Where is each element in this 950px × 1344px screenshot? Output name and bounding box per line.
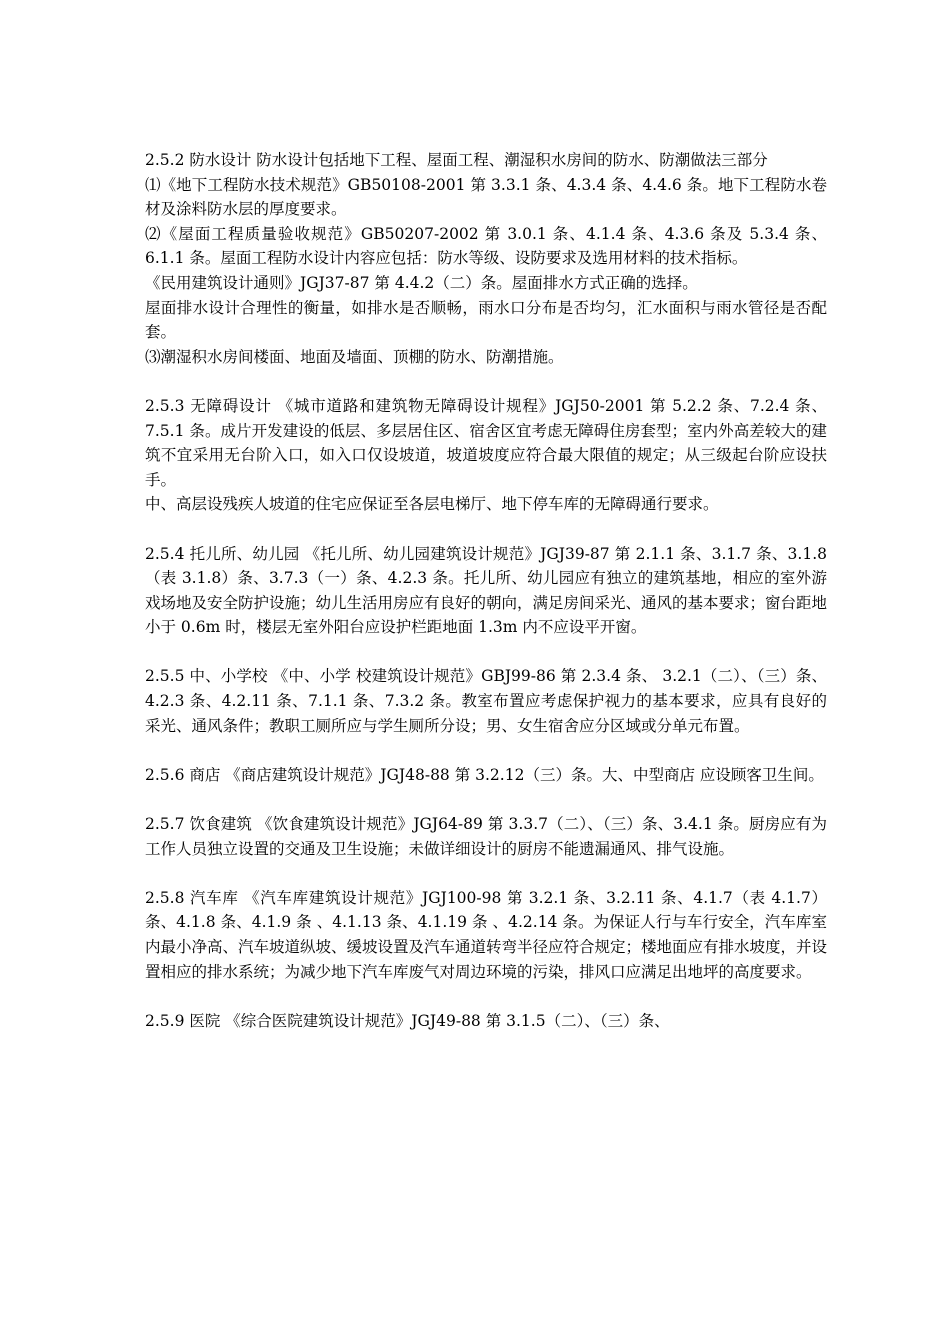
paragraph-gap: [145, 787, 827, 812]
section-2-5-2-item-3: ⑶潮湿积水房间楼面、地面及墙面、顶棚的防水、防潮措施。: [145, 347, 564, 366]
paragraph-gap: [145, 640, 827, 665]
section-2-5-2-note-1: 《民用建筑设计通则》JGJ37-87 第 4.4.2（二）条。屋面排水方式正确的选择。: [145, 273, 698, 292]
paragraph-gap: [145, 861, 827, 886]
paragraph-gap: [145, 738, 827, 763]
document-body: [145, 148, 827, 1033]
section-2-5-2-item-1: ⑴《地下工程防水技术规范》GB50108-2001 第 3.3.1 条、4.3.4 条、4.4.6 条。地下工程防水卷材及涂料防水层的厚度要求。: [145, 175, 827, 219]
section-2-5-2-item-2: ⑵《屋面工程质量验收规范》GB50207-2002 第 3.0.1 条、4.1.4 条、4.3.6 条及 5.3.4 条、6.1.1 条。屋面工程防水设计内容应包括：防水等级、设防要求及选用材料的技术指标。: [145, 224, 827, 268]
section-2-5-2-heading-paragraph: 2.5.2 防水设计 防水设计包括地下工程、屋面工程、潮湿积水房间的防水、防潮做法三部分: [145, 151, 768, 169]
section-2-5-2-note-2: 屋面排水设计合理性的衡量，如排水是否顺畅，雨水口分布是否均匀，汇水面积与雨水管径是否配套。: [145, 298, 827, 342]
section-2-5-4-paragraph: 2.5.4 托儿所、幼儿园 《托儿所、幼儿园建筑设计规范》JGJ39-87 第 2.1.1 条、3.1.7 条、3.1.8（表 3.1.8）条、3.7.3（一）条、4.2.3 条。托儿所、幼儿园应有独立的建筑基地，相应的室外游戏场地及安全防护设施；幼儿生活用房应有良好的朝向，满足房间采光、通风的基本要求；窗台距地小于 0.6m 时，楼层无室外阳台应设护栏距地面 1.3m 内不应设平开窗。: [145, 544, 828, 637]
section-2-5-8-paragraph: 2.5.8 汽车库 《汽车库建筑设计规范》JGJ100-98 第 3.2.1 条、3.2.11 条、4.1.7（表 4.1.7）条、4.1.8 条、4.1.9 条 、4.1.13 条、4.1.19 条 、4.2.14 条。为保证人行与车行安全，汽车库室内最小净高、汽车坡道纵坡、缓坡设置及汽车通道转弯半径应符合规定；楼地面应有排水坡度，并设置相应的排水系统；为减少地下汽车库废气对周边环境的污染，排风口应满足出地坪的高度要求。: [145, 888, 828, 981]
section-2-5-9-paragraph: 2.5.9 医院 《综合医院建筑设计规范》JGJ49-88 第 3.1.5（二）、（三）条、: [145, 1011, 670, 1030]
paragraph-gap: [145, 369, 827, 394]
section-2-5-3-paragraph: 2.5.3 无障碍设计 《城市道路和建筑物无障碍设计规程》JGJ50-2001 第 5.2.2 条、7.2.4 条、7.5.1 条。成片开发建设的低层、多层居住区、宿舍区宜考虑无障碍住房套型；室内外高差较大的建筑不宜采用无台阶入口，如入口仅设坡道，坡道坡度应符合最大限值的规定；从三级起台阶应设扶手。: [145, 396, 827, 489]
section-2-5-7-paragraph: 2.5.7 饮食建筑 《饮食建筑设计规范》JGJ64-89 第 3.3.7（二）、（三）条、3.4.1 条。厨房应有为工作人员独立设置的交通及卫生设施；未做详细设计的厨房不能遗漏通风、排气设施。: [145, 815, 827, 858]
section-2-5-5-paragraph: 2.5.5 中、小学校 《中、小学 校建筑设计规范》GBJ99-86 第 2.3.4 条、 3.2.1（二）、（三）条、4.2.3 条、4.2.11 条、7.1.1 条、7.3.2 条。教室布置应考虑保护视力的基本要求，应具有良好的采光、通风条件；教职工厕所应与学生厕所分设；男、女生宿舍应分区域或分单元布置。: [145, 667, 827, 735]
section-2-5-6-paragraph: 2.5.6 商店 《商店建筑设计规范》JGJ48-88 第 3.2.12（三）条。大、中型商店 应设顾客卫生间。: [145, 765, 824, 784]
paragraph-gap: [145, 984, 827, 1009]
paragraph-gap: [145, 517, 827, 542]
section-2-5-3-note: 中、高层设残疾人坡道的住宅应保证至各层电梯厅、地下停车库的无障碍通行要求。: [145, 495, 719, 514]
